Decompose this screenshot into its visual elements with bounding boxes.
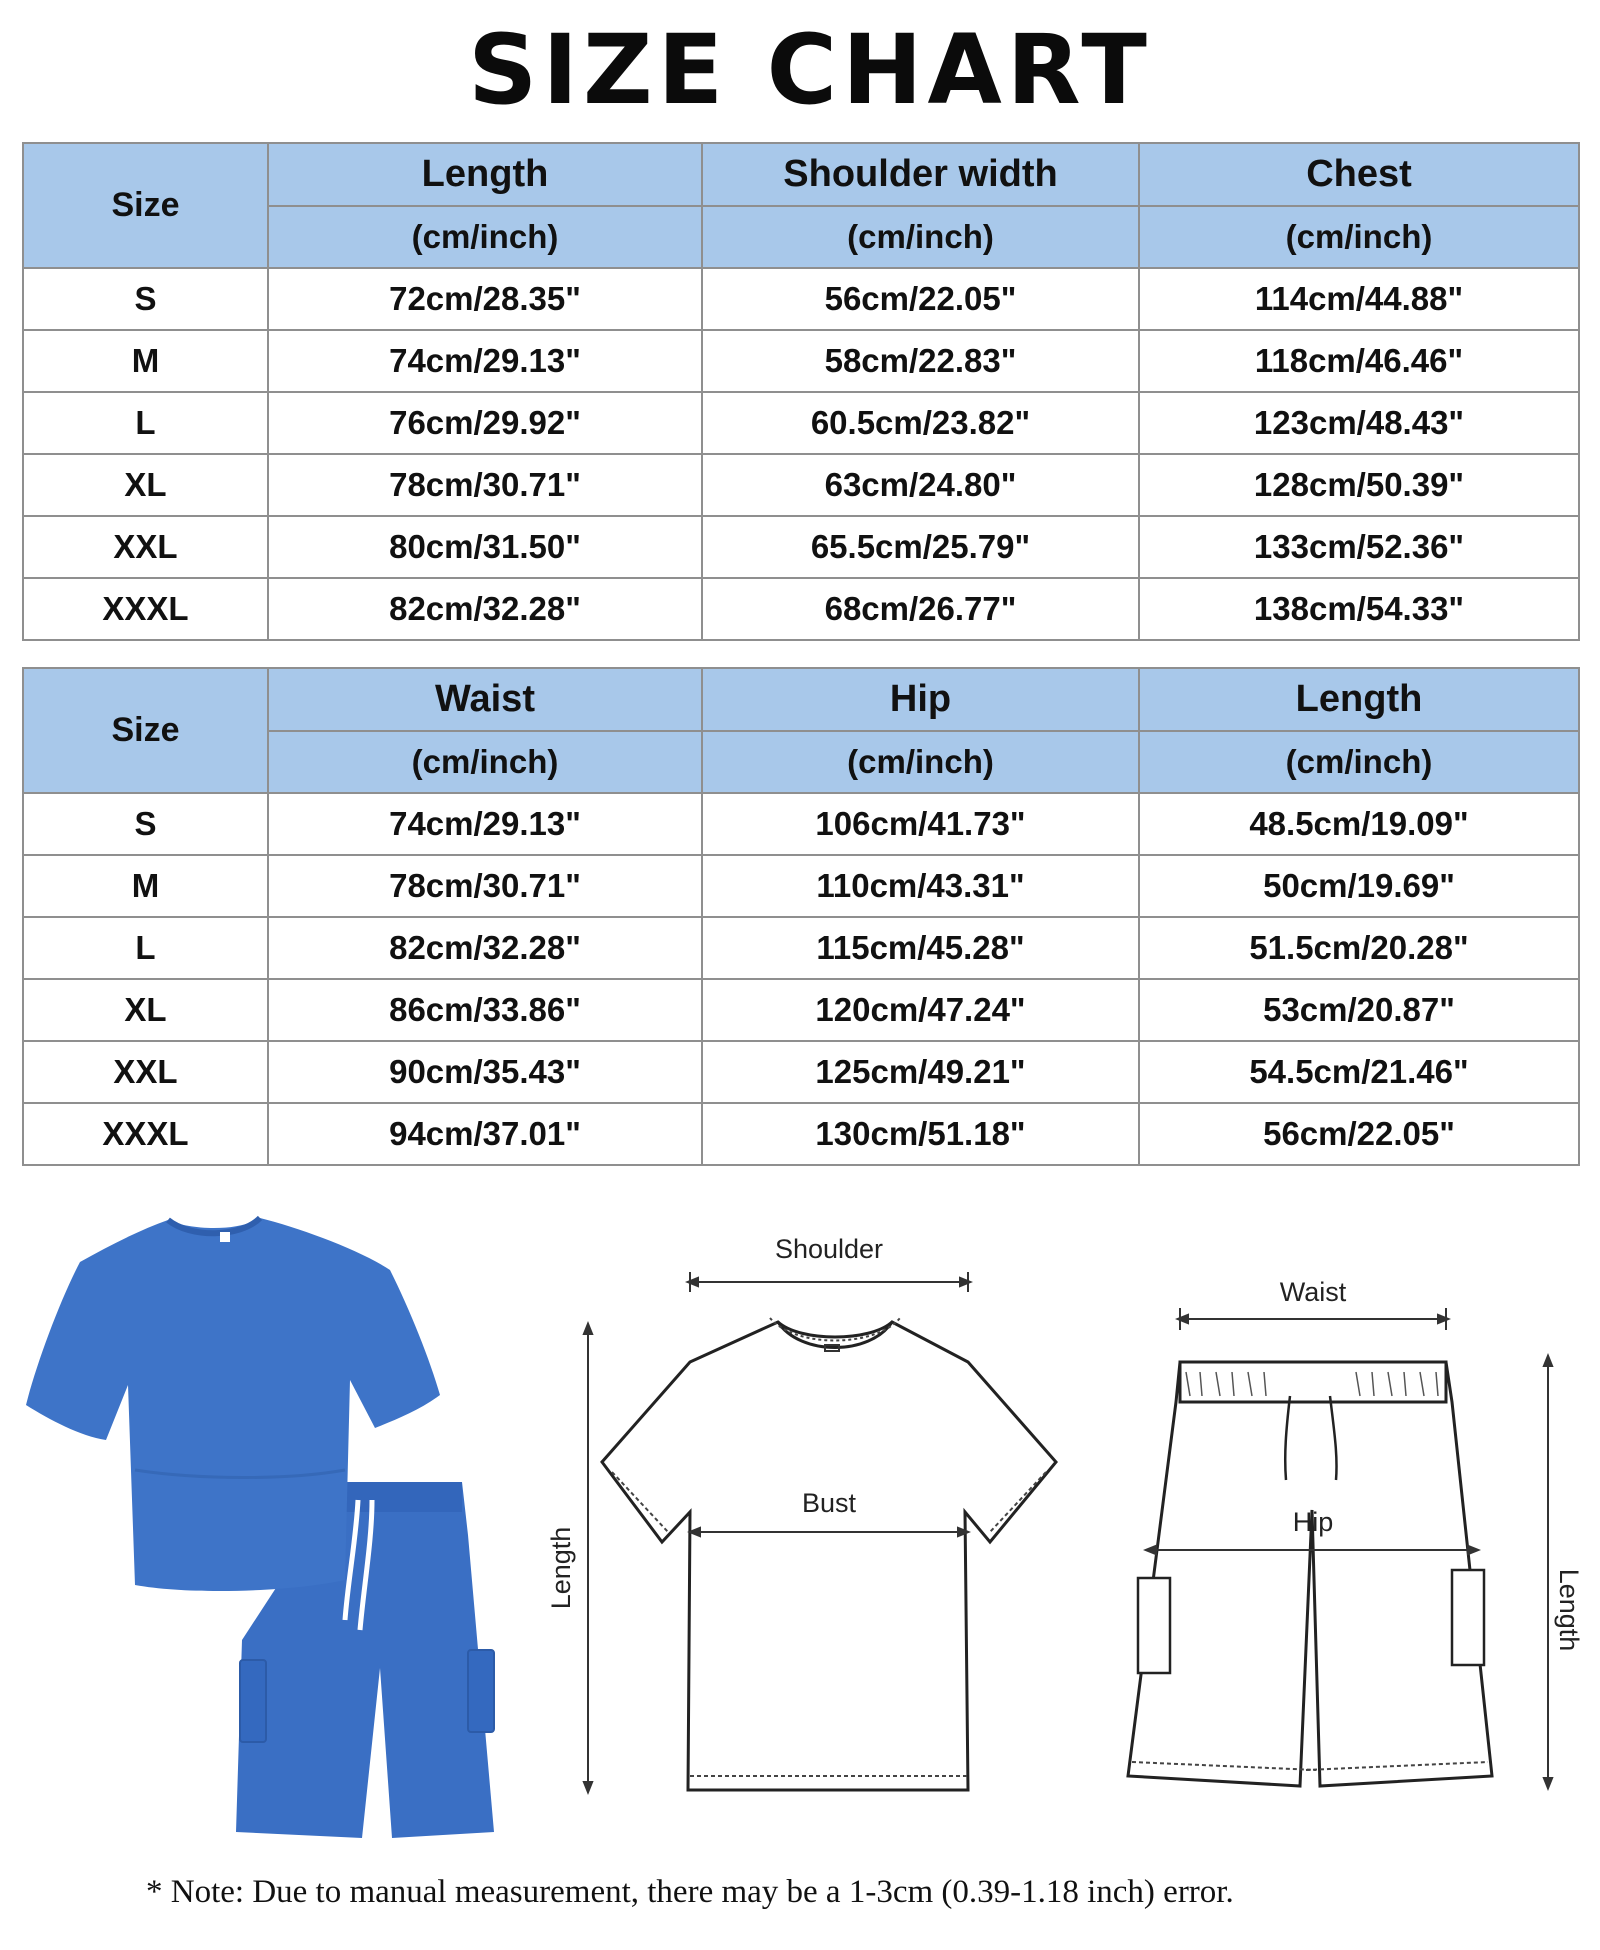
size-header: Size — [23, 143, 268, 268]
column-header: Chest — [1139, 143, 1579, 206]
waist-label: Waist — [1279, 1277, 1347, 1307]
table-row — [23, 979, 1579, 1041]
tshirt-diagram — [546, 1234, 1056, 1790]
size-header: Size — [23, 668, 268, 793]
value-cell: 72cm/28.35" — [268, 268, 702, 330]
shorts-outline — [1128, 1362, 1492, 1786]
value-cell: 58cm/22.83" — [702, 330, 1139, 392]
tshirt-outline — [602, 1322, 1056, 1790]
table-row — [23, 1041, 1579, 1103]
value-cell: 133cm/52.36" — [1139, 516, 1579, 578]
bust-label: Bust — [801, 1488, 857, 1518]
column-header: Shoulder width — [702, 143, 1139, 206]
table-row — [23, 1103, 1579, 1165]
column-unit: (cm/inch) — [702, 206, 1139, 268]
page-title: SIZE CHART — [468, 14, 1152, 126]
size-cell: L — [23, 392, 268, 454]
size-cell: L — [23, 917, 268, 979]
value-cell: 110cm/43.31" — [702, 855, 1139, 917]
column-header: Hip — [702, 668, 1139, 731]
column-unit: (cm/inch) — [702, 731, 1139, 793]
value-cell: 53cm/20.87" — [1139, 979, 1579, 1041]
value-cell: 78cm/30.71" — [268, 454, 702, 516]
size-cell: XXL — [23, 516, 268, 578]
column-header: Length — [268, 143, 702, 206]
table-row — [23, 392, 1579, 454]
table-row — [23, 454, 1579, 516]
shirt-length-label: Length — [546, 1526, 576, 1610]
value-cell: 82cm/32.28" — [268, 578, 702, 640]
value-cell: 51.5cm/20.28" — [1139, 917, 1579, 979]
value-cell: 120cm/47.24" — [702, 979, 1139, 1041]
value-cell: 128cm/50.39" — [1139, 454, 1579, 516]
size-cell: XXL — [23, 1041, 268, 1103]
value-cell: 65.5cm/25.79" — [702, 516, 1139, 578]
value-cell: 76cm/29.92" — [268, 392, 702, 454]
value-cell: 74cm/29.13" — [268, 330, 702, 392]
table-row — [23, 330, 1579, 392]
value-cell: 115cm/45.28" — [702, 917, 1139, 979]
value-cell: 56cm/22.05" — [1139, 1103, 1579, 1165]
value-cell: 82cm/32.28" — [268, 917, 702, 979]
table-row — [23, 516, 1579, 578]
value-cell: 74cm/29.13" — [268, 793, 702, 855]
column-unit: (cm/inch) — [1139, 731, 1579, 793]
size-cell: XL — [23, 454, 268, 516]
size-cell: M — [23, 855, 268, 917]
table-row — [23, 793, 1579, 855]
value-cell: 56cm/22.05" — [702, 268, 1139, 330]
product-photo — [26, 1218, 494, 1838]
value-cell: 94cm/37.01" — [268, 1103, 702, 1165]
value-cell: 125cm/49.21" — [702, 1041, 1139, 1103]
table-row — [23, 578, 1579, 640]
table-row — [23, 855, 1579, 917]
value-cell: 80cm/31.50" — [268, 516, 702, 578]
measurement-note: * Note: Due to manual measurement, there may be a 1-3cm (0.39-1.18 inch) error. — [146, 1874, 1234, 1910]
value-cell: 106cm/41.73" — [702, 793, 1139, 855]
value-cell: 114cm/44.88" — [1139, 268, 1579, 330]
hip-label: Hip — [1292, 1507, 1334, 1537]
size-cell: S — [23, 793, 268, 855]
shorts-length-label: Length — [1554, 1568, 1584, 1652]
value-cell: 68cm/26.77" — [702, 578, 1139, 640]
column-header: Length — [1139, 668, 1579, 731]
value-cell: 118cm/46.46" — [1139, 330, 1579, 392]
value-cell: 90cm/35.43" — [268, 1041, 702, 1103]
value-cell: 130cm/51.18" — [702, 1103, 1139, 1165]
shorts-diagram — [1128, 1277, 1584, 1786]
value-cell: 86cm/33.86" — [268, 979, 702, 1041]
table-row — [23, 268, 1579, 330]
illustration-area — [0, 1190, 1600, 1890]
size-cell: S — [23, 268, 268, 330]
size-cell: XL — [23, 979, 268, 1041]
column-unit: (cm/inch) — [268, 731, 702, 793]
value-cell: 60.5cm/23.82" — [702, 392, 1139, 454]
value-cell: 54.5cm/21.46" — [1139, 1041, 1579, 1103]
size-cell: M — [23, 330, 268, 392]
column-unit: (cm/inch) — [1139, 206, 1579, 268]
size-cell: XXXL — [23, 1103, 268, 1165]
value-cell: 78cm/30.71" — [268, 855, 702, 917]
value-cell: 48.5cm/19.09" — [1139, 793, 1579, 855]
bottom-size-table — [22, 667, 1580, 1166]
size-cell: XXXL — [23, 578, 268, 640]
value-cell: 50cm/19.69" — [1139, 855, 1579, 917]
shoulder-label: Shoulder — [774, 1234, 884, 1264]
column-unit: (cm/inch) — [268, 206, 702, 268]
value-cell: 63cm/24.80" — [702, 454, 1139, 516]
top-size-table — [22, 142, 1580, 641]
column-header: Waist — [268, 668, 702, 731]
table-row — [23, 917, 1579, 979]
value-cell: 138cm/54.33" — [1139, 578, 1579, 640]
value-cell: 123cm/48.43" — [1139, 392, 1579, 454]
